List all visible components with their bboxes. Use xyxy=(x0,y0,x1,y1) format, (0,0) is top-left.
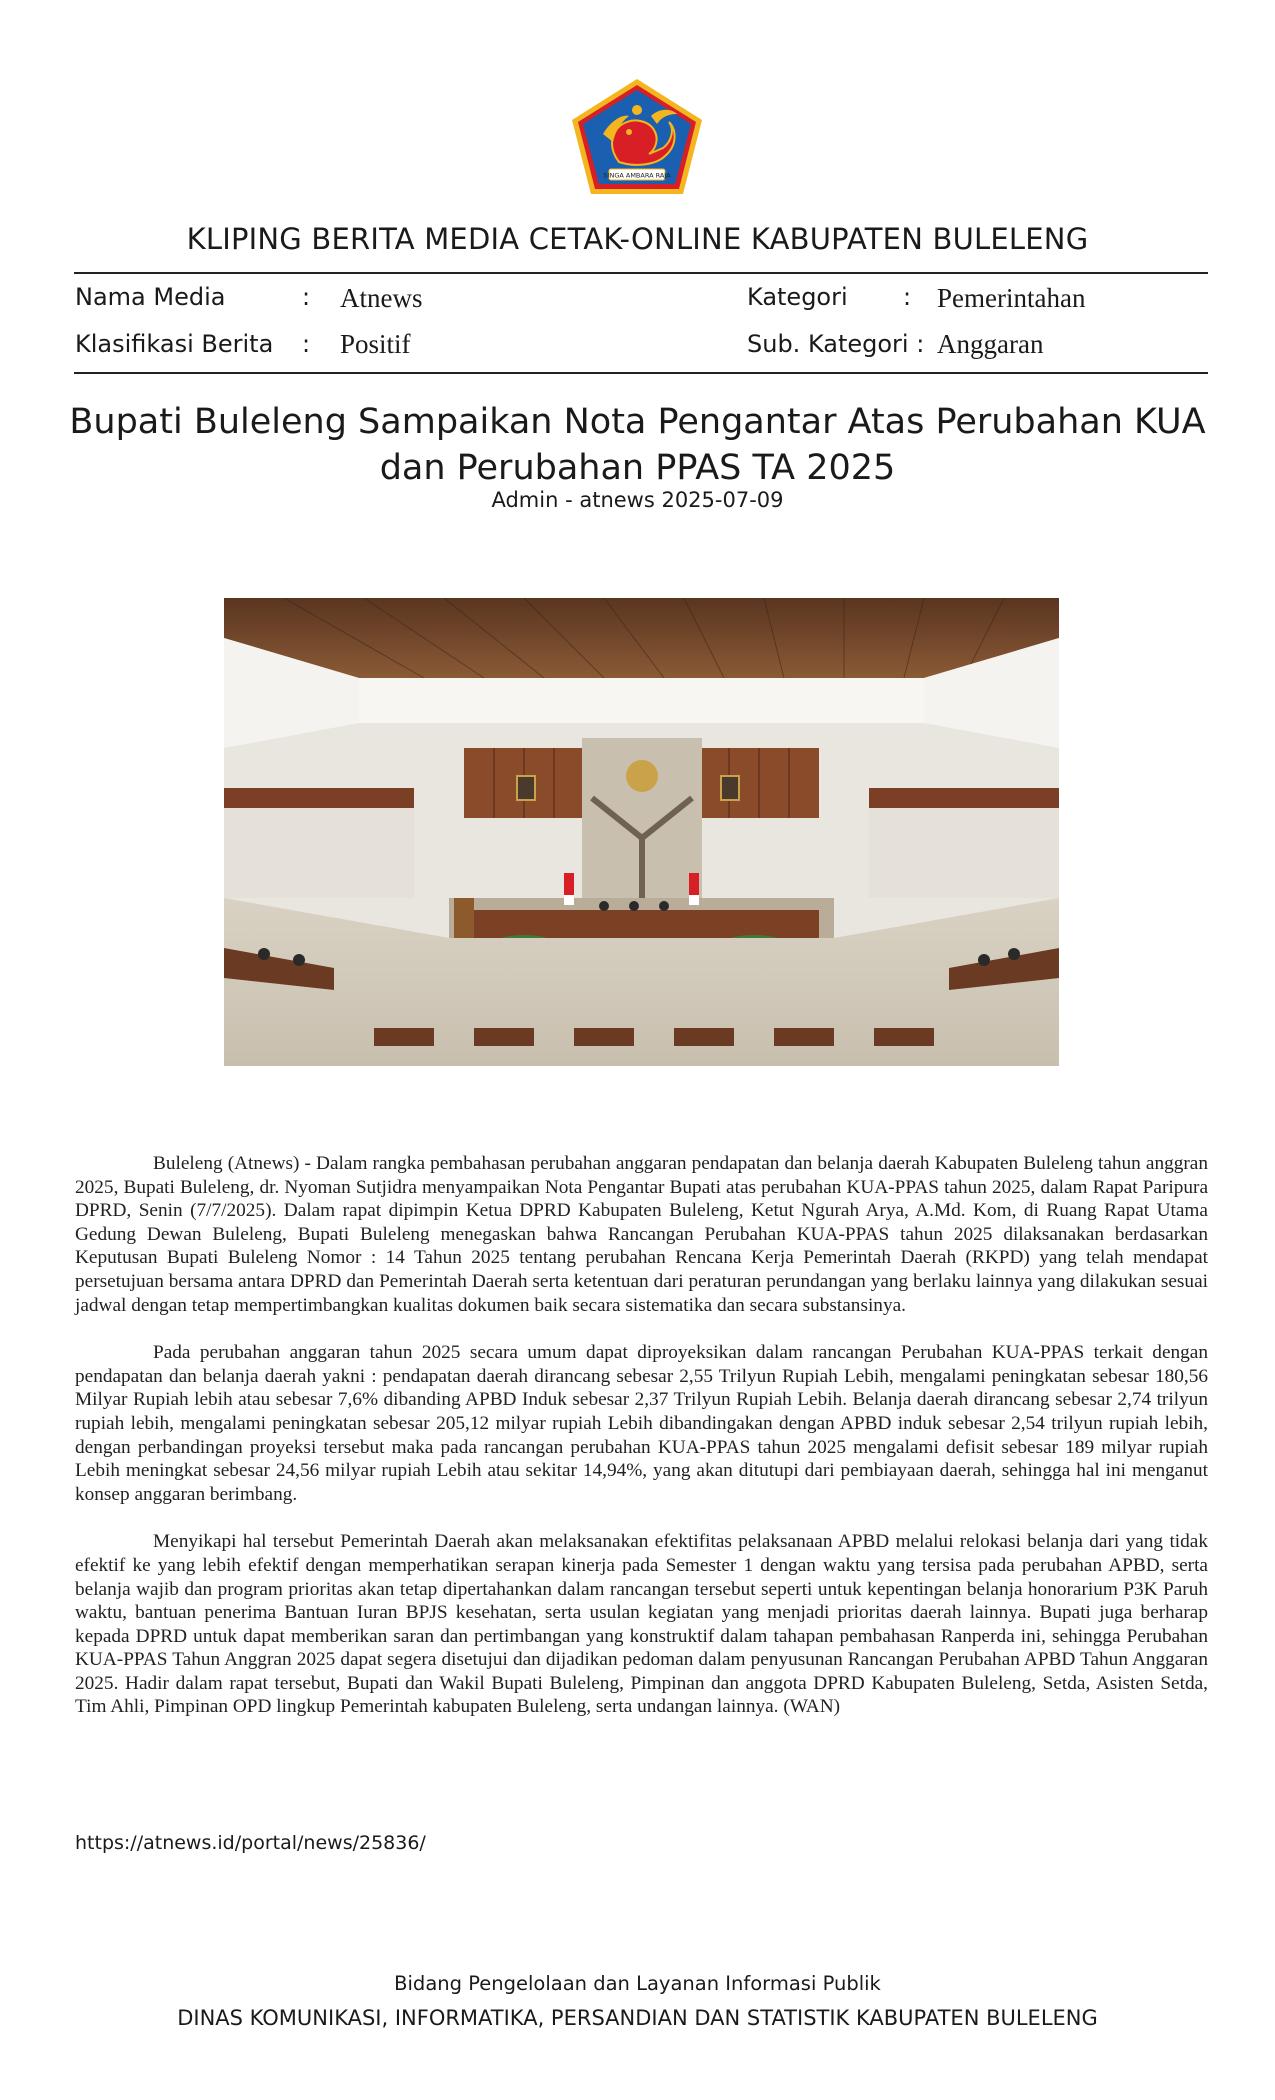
article-body xyxy=(75,1152,1208,1743)
sub-kategori-value: Anggaran xyxy=(937,329,1044,359)
kategori-label: Kategori xyxy=(747,283,848,311)
footer-department: Bidang Pengelolaan dan Layanan Informasi Publik xyxy=(394,1972,881,1995)
klasifikasi-value: Positif xyxy=(340,329,411,359)
header-top-rule xyxy=(74,272,1208,274)
article-byline: Admin - atnews 2025-07-09 xyxy=(491,488,784,512)
kategori-value: Pemerintahan xyxy=(937,283,1086,313)
klasifikasi-label: Klasifikasi Berita xyxy=(75,330,274,358)
footer-agency: DINAS KOMUNIKASI, INFORMATIKA, PERSANDIAN DAN STATISTIK KABUPATEN BULELENG xyxy=(177,2006,1098,2030)
article-paragraph: Pada perubahan anggaran tahun 2025 secara umum dapat diproyeksikan dalam rancangan Perubahan KUA-PPAS terkait dengan pendapatan dan belanja daerah yakni : pendapatan daerah dirancang sebesar 2,55 Trilyun Rupiah Lebih, mengalami peningkatan sebesar 180,56 Milyar Rupiah lebih atau sebesar 7,6% dibanding APBD Induk sebesar 2,37 Trilyun Rupiah Lebih. Belanja daerah dirancang sebesar 2,74 trilyun rupiah lebih, mengalami peningkatan sebesar 205,12 milyar rupiah Lebih dibandingakan dengan APBD induk sebesar 2,54 trilyun rupiah lebih, dengan perbandingan proyeksi tersebut maka pada rancangan perubahan KUA-PPAS tahun 2025 mengalami defisit sebesar 189 milyar rupiah Lebih meningkat sebesar 24,56 milyar rupiah Lebih atau sekitar 14,94%, yang akan ditutupi dari pembiayaan daerah, sehingga hal ini menganut konsep anggaran berimbang. xyxy=(75,1342,1208,1505)
source-url-link[interactable]: https://atnews.id/portal/news/25836/ xyxy=(75,1832,426,1854)
logo-motto: SINGA AMBARA RAJA xyxy=(603,171,671,180)
nama-media-value: Atnews xyxy=(340,283,423,313)
kategori-colon: : xyxy=(903,283,912,311)
article-paragraph: Menyikapi hal tersebut Pemerintah Daerah akan melaksanakan efektifitas pelaksanaan APBD melalui relokasi belanja dari yang tidak efektif ke yang lebih efektif dengan memperhatikan serapan kinerja pada Semester 1 dengan waktu yang tersisa pada perubahan APBD, serta belanja wajib dan program prioritas akan tetap dipertahankan dalam rancangan tersebut seperti untuk kepentingan belanja honorarium P3K Paruh waktu, bantuan penerima Bantuan Iuran BPJS kesehatan, serta usulan kegiatan yang menjadi prioritas daerah lainnya. Bupati juga berharap kepada DPRD untuk dapat memberikan saran dan pertimbangan yang konstruktif dalam tahapan pembahasan Ranperda ini, sehingga Perubahan KUA-PPAS Tahun Anggran 2025 dapat segera disetujui dan dijadikan pedoman dalam penyusunan Rancangan Perubahan APBD Tahun Anggaran 2025. Hadir dalam rapat tersebut, Bupati dan Wakil Bupati Buleleng, Pimpinan dan anggota DPRD Kabupaten Buleleng, Setda, Asisten Setda, Tim Ahli, Pimpinan OPD lingkup Pemerintah kabupaten Buleleng, serta undangan lainnya. (WAN) xyxy=(75,1531,1208,1718)
sub-kategori-label: Sub. Kategori : xyxy=(747,330,925,358)
article-photo-dprd-plenary-hall xyxy=(224,598,1059,1066)
buleleng-emblem-logo xyxy=(567,76,707,200)
klasifikasi-colon: : xyxy=(302,330,311,358)
nama-media-colon: : xyxy=(302,283,311,311)
header-bottom-rule xyxy=(74,372,1208,374)
nama-media-label: Nama Media xyxy=(75,283,226,311)
document-header-title: KLIPING BERITA MEDIA CETAK-ONLINE KABUPATEN BULELENG xyxy=(186,222,1089,256)
article-title: Bupati Buleleng Sampaikan Nota Pengantar Atas Perubahan KUA dan Perubahan PPAS TA 2025 xyxy=(69,402,1206,488)
article-paragraph: Buleleng (Atnews) - Dalam rangka pembahasan perubahan anggaran pendapatan dan belanja daerah Kabupaten Buleleng tahun anggran 2025, Bupati Buleleng, dr. Nyoman Sutjidra menyampaikan Nota Pengantar Bupati atas perubahan KUA-PPAS tahun 2025, dalam Rapat Paripura DPRD, Senin (7/7/2025). Dalam rapat dipimpin Ketua DPRD Kabupaten Buleleng, Ketut Ngurah Arya, A.Md. Kom, di Ruang Rapat Utama Gedung Dewan Buleleng, Bupati Buleleng menegaskan bahwa Rancangan Perubahan KUA-PPAS tahun 2025 dilaksanakan berdasarkan Keputusan Bupati Buleleng Nomor : 14 Tahun 2025 tentang perubahan Rencana Kerja Pemerintah Daerah (RKPD) yang telah mendapat persetujuan bersama antara DPRD dan Pemerintah Daerah serta ketentuan dari peraturan perundangan yang berlaku lainnya yang dilakukan sesuai jadwal dengan tetap mempertimbangkan kualitas dokumen baik secara sistematika dan secara substansinya. xyxy=(75,1153,1208,1316)
